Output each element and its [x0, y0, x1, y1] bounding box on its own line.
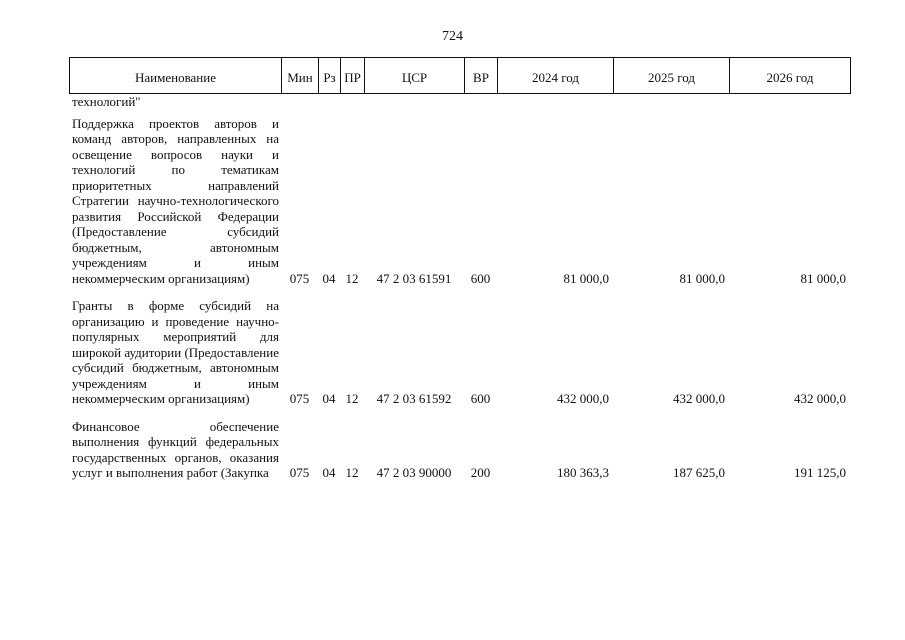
header-2024: 2024 год — [498, 58, 614, 94]
row-csr: 47 2 03 61592 — [376, 391, 452, 406]
row-vr: 600 — [470, 270, 491, 286]
table-body — [69, 94, 850, 481]
row-min: 075 — [289, 465, 310, 480]
row-vr: 600 — [470, 391, 491, 406]
header-vr: ВР — [465, 58, 498, 94]
table-row — [69, 116, 850, 299]
row-2025: 81 000,0 — [679, 270, 725, 286]
continuation-text: технологий" — [72, 94, 141, 109]
row-2024: 432 000,0 — [557, 391, 609, 406]
row-name: Финансовое обеспечение выполнения функций федеральных государственных органов, оказания услуг и выполнения работ (Закупка — [72, 418, 279, 480]
row-csr: 47 2 03 90000 — [376, 465, 452, 480]
header-min: Мин — [282, 58, 319, 94]
row-csr: 47 2 03 61591 — [376, 270, 452, 286]
row-pr: 12 — [345, 465, 359, 480]
row-rz: 04 — [322, 391, 336, 406]
row-rz: 04 — [322, 465, 336, 480]
table-row — [69, 419, 850, 481]
page-number: 724 — [442, 29, 463, 44]
row-2025: 187 625,0 — [673, 465, 725, 480]
header-rz: Рз — [319, 58, 341, 94]
row-2026: 432 000,0 — [794, 391, 846, 406]
row-name: Поддержка проектов авторов и команд авторов, направленных на освещение вопросов науки и технологий по тематикам приоритетных направлений Стратегии научно-технологического развития Российской Федерации (Предоставление субсидий бюджетным, автономным учреждениям и иным некоммерческим организациям) — [72, 115, 279, 286]
header-2026: 2026 год — [730, 58, 851, 94]
row-2024: 81 000,0 — [563, 270, 609, 286]
row-2025: 432 000,0 — [673, 391, 725, 406]
table-header — [69, 57, 851, 94]
table-row-continuation — [69, 94, 850, 116]
row-min: 075 — [289, 270, 310, 286]
header-2025: 2025 год — [614, 58, 730, 94]
row-2024: 180 363,3 — [557, 465, 609, 480]
header-row — [70, 58, 851, 94]
header-pr: ПР — [341, 58, 365, 94]
header-csr: ЦСР — [365, 58, 465, 94]
row-2026: 81 000,0 — [800, 270, 846, 286]
row-rz: 04 — [322, 270, 336, 286]
row-vr: 200 — [470, 465, 491, 480]
header-name: Наименование — [70, 58, 282, 94]
table-row — [69, 298, 850, 419]
row-pr: 12 — [345, 270, 359, 286]
row-2026: 191 125,0 — [794, 465, 846, 480]
row-min: 075 — [289, 391, 310, 406]
row-name: Гранты в форме субсидий на организацию и проведение научно-популярных мероприятий для широкой аудитории (Предоставление субсидий бюджетным, автономным учреждениям и иным некоммерческим организациям) — [72, 298, 279, 406]
row-pr: 12 — [345, 391, 359, 406]
